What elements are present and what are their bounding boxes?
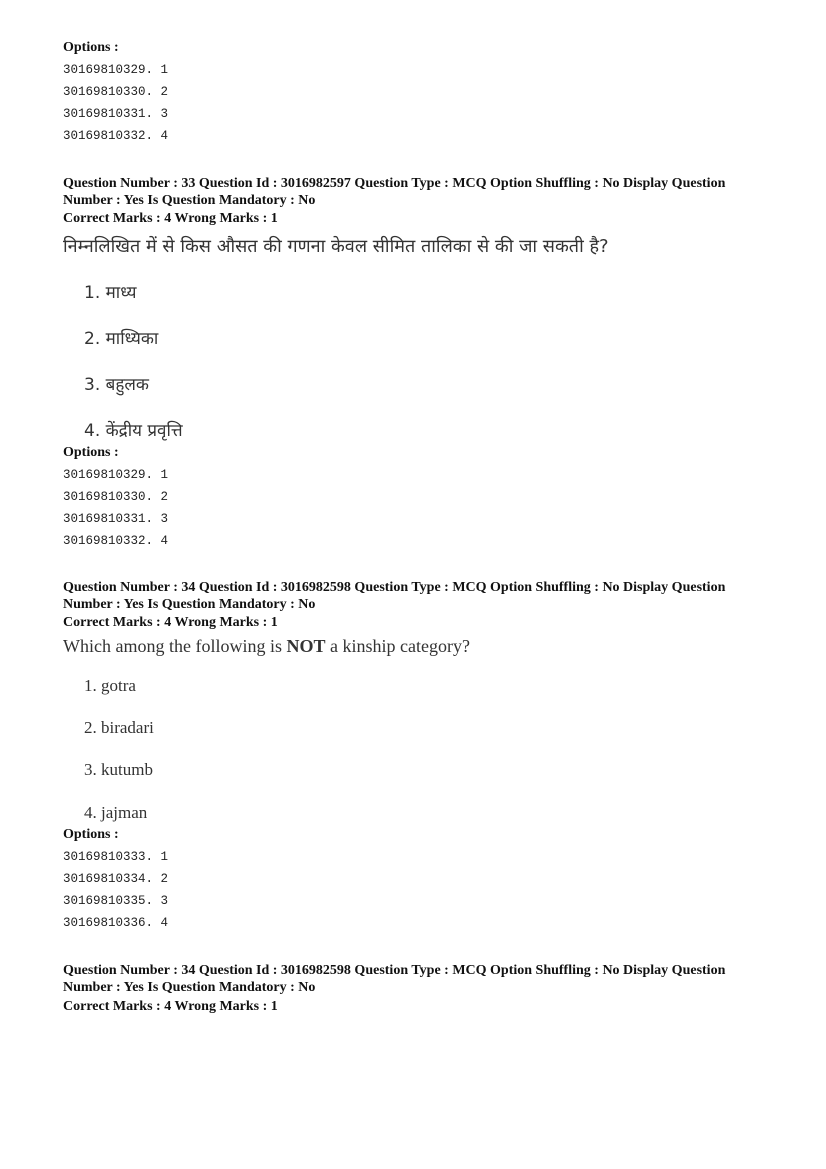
choice-4: 4. jajman <box>84 803 148 822</box>
option-line: 30169810331. 3 <box>63 512 169 526</box>
question-text <box>63 636 470 657</box>
choice-3: 3. kutumb <box>84 760 153 779</box>
question-marks: Correct Marks : 4 Wrong Marks : 1 <box>63 615 278 630</box>
option-line: 30169810330. 2 <box>63 490 169 504</box>
question-meta <box>63 175 763 209</box>
option-line: 30169810332. 4 <box>63 534 169 548</box>
option-line: 30169810336. 4 <box>63 916 169 930</box>
option-line: 30169810331. 3 <box>63 107 169 121</box>
choice-1: 1. माध्य <box>84 283 137 303</box>
question-meta-line1: Question Number : 34 Question Id : 3016982598 Question Type : MCQ Option Shuffling : No Display Question <box>63 963 726 978</box>
option-line: 30169810329. 1 <box>63 468 169 482</box>
options-label: Options : <box>63 40 119 55</box>
question-meta-line2: Number : Yes Is Question Mandatory : No <box>63 597 316 612</box>
choice-3: 3. बहुलक <box>84 375 149 395</box>
option-line: 30169810333. 1 <box>63 850 169 864</box>
option-line: 30169810332. 4 <box>63 129 169 143</box>
question-marks: Correct Marks : 4 Wrong Marks : 1 <box>63 999 278 1014</box>
choice-2: 2. माध्यिका <box>84 329 159 349</box>
options-label: Options : <box>63 445 119 460</box>
question-meta <box>63 579 763 613</box>
question-text-emphasis: NOT <box>286 636 326 656</box>
question-meta-line1: Question Number : 33 Question Id : 3016982597 Question Type : MCQ Option Shuffling : No Display Question <box>63 176 726 191</box>
option-line: 30169810330. 2 <box>63 85 169 99</box>
question-meta-line1: Question Number : 34 Question Id : 3016982598 Question Type : MCQ Option Shuffling : No Display Question <box>63 580 726 595</box>
question-meta-line2: Number : Yes Is Question Mandatory : No <box>63 980 316 995</box>
question-meta-line2: Number : Yes Is Question Mandatory : No <box>63 193 316 208</box>
option-line: 30169810335. 3 <box>63 894 169 908</box>
question-marks: Correct Marks : 4 Wrong Marks : 1 <box>63 211 278 226</box>
question-text: निम्नलिखित में से किस औसत की गणना केवल सीमित तालिका से की जा सकती है? <box>63 236 609 257</box>
choice-1: 1. gotra <box>84 676 136 695</box>
choice-2: 2. biradari <box>84 718 154 737</box>
options-label: Options : <box>63 827 119 842</box>
question-text-pre: Which among the following is <box>63 636 287 656</box>
question-meta <box>63 962 763 996</box>
question-text-post: a kinship category? <box>325 636 470 656</box>
option-line: 30169810329. 1 <box>63 63 169 77</box>
choice-4: 4. केंद्रीय प्रवृत्ति <box>84 421 183 441</box>
option-line: 30169810334. 2 <box>63 872 169 886</box>
